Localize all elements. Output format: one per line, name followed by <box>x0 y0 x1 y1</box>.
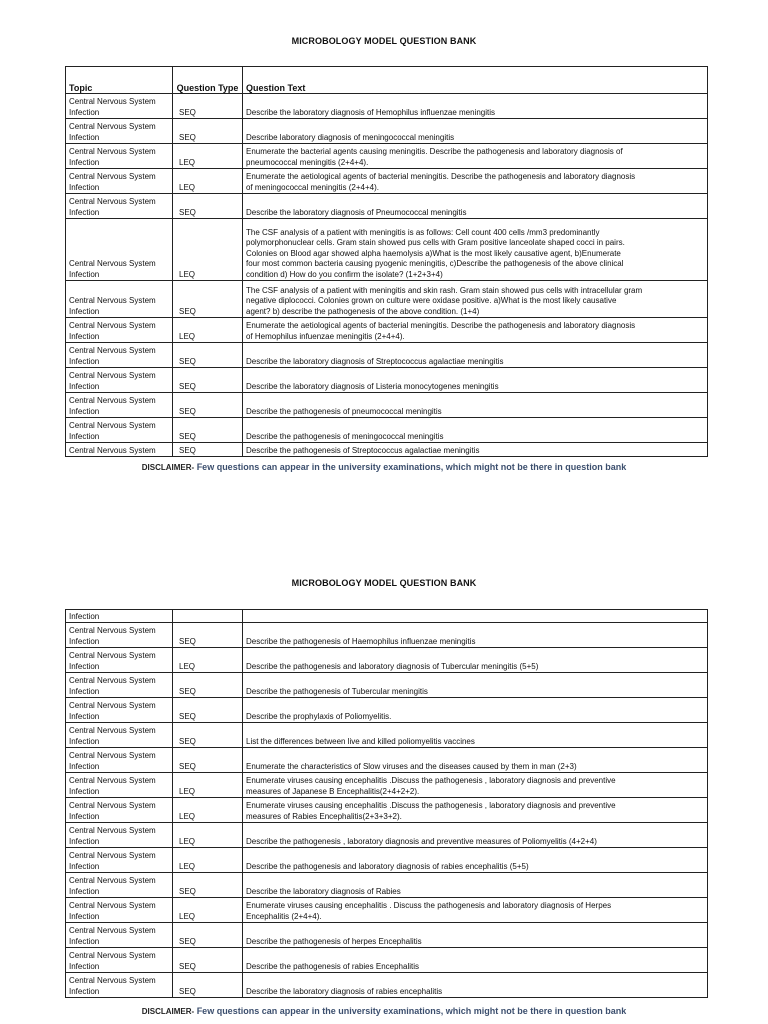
row-question-text: Describe laboratory diagnosis of meningococcal meningitis <box>243 119 708 144</box>
table-row <box>66 610 708 623</box>
row-question-text: Enumerate the aetiological agents of bacterial meningitis. Describe the pathogenesis and laboratory diagnosis of meningococcal meningitis (2+4+4). <box>243 169 708 194</box>
table-row <box>66 194 708 219</box>
page2-table-body <box>66 610 708 998</box>
header-question-text: Question Text <box>243 67 708 94</box>
table-row <box>66 443 708 457</box>
table-row <box>66 798 708 823</box>
row-question-type: SEQ <box>173 393 243 418</box>
row-topic: Central Nervous System Infection <box>66 318 173 343</box>
row-topic: Central Nervous System Infection <box>66 798 173 823</box>
row-topic: Central Nervous System Infection <box>66 418 173 443</box>
page2-question-table <box>65 609 708 998</box>
row-topic: Central Nervous System Infection <box>66 194 173 219</box>
row-question-text: Describe the pathogenesis of Tubercular meningitis <box>243 673 708 698</box>
row-topic: Central Nervous System Infection <box>66 723 173 748</box>
row-question-type: SEQ <box>173 923 243 948</box>
row-question-type: SEQ <box>173 723 243 748</box>
table-row <box>66 973 708 998</box>
row-question-type <box>173 610 243 623</box>
table-row <box>66 723 708 748</box>
page1-question-table <box>65 66 708 457</box>
row-topic: Central Nervous System Infection <box>66 119 173 144</box>
row-topic: Central Nervous System Infection <box>66 368 173 393</box>
page1-table-body <box>66 94 708 457</box>
row-question-text: Enumerate viruses causing encephalitis .Discuss the pathogenesis , laboratory diagnosis and preventive measures of Japanese B Encephalitis(2+4+2+2). <box>243 773 708 798</box>
row-question-type: SEQ <box>173 94 243 119</box>
row-question-type: SEQ <box>173 119 243 144</box>
row-question-text: Describe the pathogenesis and laboratory diagnosis of Tubercular meningitis (5+5) <box>243 648 708 673</box>
row-question-text: Enumerate the characteristics of Slow viruses and the diseases caused by them in man (2+3) <box>243 748 708 773</box>
row-question-type: LEQ <box>173 144 243 169</box>
header-topic: Topic <box>66 67 173 94</box>
row-question-type: SEQ <box>173 281 243 318</box>
row-question-type: LEQ <box>173 823 243 848</box>
row-topic: Central Nervous System Infection <box>66 673 173 698</box>
header-question-type: Question Type <box>173 67 243 94</box>
table-row <box>66 698 708 723</box>
row-question-type: SEQ <box>173 748 243 773</box>
row-question-text: Describe the laboratory diagnosis of Streptococcus agalactiae meningitis <box>243 343 708 368</box>
row-question-text: Describe the pathogenesis and laboratory diagnosis of rabies encephalitis (5+5) <box>243 848 708 873</box>
table-row <box>66 948 708 973</box>
row-topic: Central Nervous System Infection <box>66 923 173 948</box>
row-topic: Central Nervous System Infection <box>66 623 173 648</box>
row-question-text: Describe the pathogenesis of pneumococcal meningitis <box>243 393 708 418</box>
row-question-text: Describe the pathogenesis , laboratory diagnosis and preventive measures of Poliomyelitis (4+2+4) <box>243 823 708 848</box>
table-row <box>66 898 708 923</box>
row-question-type: LEQ <box>173 773 243 798</box>
row-question-text: Describe the prophylaxis of Poliomyelitis. <box>243 698 708 723</box>
row-question-type: SEQ <box>173 873 243 898</box>
row-question-text: Describe the pathogenesis of meningococcal meningitis <box>243 418 708 443</box>
row-question-text: Enumerate viruses causing encephalitis . Discuss the pathogenesis and laboratory diagnosis of Herpes Encephalitis (2+4+4). <box>243 898 708 923</box>
table-row <box>66 318 708 343</box>
page2-disclaimer <box>0 1006 768 1016</box>
row-question-text: The CSF analysis of a patient with meningitis and skin rash. Gram stain showed pus cells with intracellular gram negative diplococci. Colonies grown on culture were oxidase positive. a)What is the most likely causative agent? b) describe the pathogenesis of the above condition. (1+4) <box>243 281 708 318</box>
row-question-text: Describe the pathogenesis of rabies Encephalitis <box>243 948 708 973</box>
row-topic: Central Nervous System Infection <box>66 169 173 194</box>
row-topic: Central Nervous System Infection <box>66 823 173 848</box>
row-question-type: SEQ <box>173 343 243 368</box>
row-topic: Infection <box>66 610 173 623</box>
row-question-type: LEQ <box>173 848 243 873</box>
table-row <box>66 673 708 698</box>
table-row <box>66 418 708 443</box>
disclaimer-label: DISCLAIMER- <box>141 1007 195 1016</box>
row-question-type: LEQ <box>173 219 243 281</box>
row-topic: Central Nervous System Infection <box>66 898 173 923</box>
page2-title: MICROBOLOGY MODEL QUESTION BANK <box>291 578 477 588</box>
row-question-type: SEQ <box>173 443 243 457</box>
row-topic: Central Nervous System Infection <box>66 94 173 119</box>
row-question-text: Enumerate the aetiological agents of bacterial meningitis. Describe the pathogenesis and laboratory diagnosis of Hemophilus infuenzae meningitis (2+4+4). <box>243 318 708 343</box>
row-topic: Central Nervous System Infection <box>66 948 173 973</box>
table-row <box>66 923 708 948</box>
row-question-text <box>243 610 708 623</box>
row-topic: Central Nervous System Infection <box>66 698 173 723</box>
table-row <box>66 623 708 648</box>
table-row <box>66 748 708 773</box>
table-row <box>66 393 708 418</box>
row-question-type: SEQ <box>173 623 243 648</box>
row-question-text: Describe the pathogenesis of Haemophilus influenzae meningitis <box>243 623 708 648</box>
table-row <box>66 848 708 873</box>
row-question-type: SEQ <box>173 368 243 393</box>
row-question-type: LEQ <box>173 648 243 673</box>
row-topic: Central Nervous System Infection <box>66 773 173 798</box>
row-topic: Central Nervous System Infection <box>66 748 173 773</box>
row-question-type: LEQ <box>173 898 243 923</box>
row-topic: Central Nervous System Infection <box>66 973 173 998</box>
table-row <box>66 773 708 798</box>
row-topic: Central Nervous System Infection <box>66 219 173 281</box>
row-question-type: SEQ <box>173 698 243 723</box>
row-question-text: Describe the pathogenesis of herpes Encephalitis <box>243 923 708 948</box>
row-question-text: Describe the laboratory diagnosis of Pneumococcal meningitis <box>243 194 708 219</box>
row-topic: Central Nervous System Infection <box>66 144 173 169</box>
row-question-type: SEQ <box>173 948 243 973</box>
row-question-type: SEQ <box>173 418 243 443</box>
row-topic: Central Nervous System Infection <box>66 873 173 898</box>
disclaimer-text: Few questions can appear in the university examinations, which might not be there in question bank <box>194 1006 627 1016</box>
row-question-text: Describe the laboratory diagnosis of Rabies <box>243 873 708 898</box>
row-question-type: LEQ <box>173 798 243 823</box>
row-topic: Central Nervous System Infection <box>66 393 173 418</box>
row-question-text: Describe the laboratory diagnosis of Listeria monocytogenes meningitis <box>243 368 708 393</box>
table-row <box>66 281 708 318</box>
table-row <box>66 823 708 848</box>
row-topic: Central Nervous System Infection <box>66 343 173 368</box>
table-row <box>66 94 708 119</box>
row-question-text: Enumerate viruses causing encephalitis .Discuss the pathogenesis , laboratory diagnosis and preventive measures of Rabies Encephalitis(2+3+3+2). <box>243 798 708 823</box>
row-topic: Central Nervous System Infection <box>66 281 173 318</box>
page1-title: MICROBOLOGY MODEL QUESTION BANK <box>291 36 477 46</box>
table-row <box>66 144 708 169</box>
page1-disclaimer <box>0 462 768 472</box>
row-question-text: Describe the laboratory diagnosis of Hemophilus influenzae meningitis <box>243 94 708 119</box>
row-question-text: The CSF analysis of a patient with meningitis is as follows: Cell count 400 cells /mm3 predominantly polymorphonuclear cells. Gram stain showed pus cells with Gram positive lanceolate shaped cocci in pairs. Colonies on Blood agar showed alpha haemolysis a)What is the most likely causative agent, b)Enumerate four most common bacteria causing pyogenic meningitis, c)Describe the pathogenesis of the above clinical condition d) How do you confirm the isolate? (1+2+3+4) <box>243 219 708 281</box>
row-topic: Central Nervous System Infection <box>66 648 173 673</box>
row-question-text: List the differences between live and killed poliomyelitis vaccines <box>243 723 708 748</box>
table-row <box>66 119 708 144</box>
row-question-type: SEQ <box>173 194 243 219</box>
row-question-type: SEQ <box>173 673 243 698</box>
row-question-text: Describe the laboratory diagnosis of rabies encephalitis <box>243 973 708 998</box>
row-question-type: LEQ <box>173 318 243 343</box>
table-row <box>66 343 708 368</box>
row-question-text: Describe the pathogenesis of Streptococcus agalactiae meningitis <box>243 443 708 457</box>
row-question-text: Enumerate the bacterial agents causing meningitis. Describe the pathogenesis and laboratory diagnosis of pneumococcal meningitis (2+4+4). <box>243 144 708 169</box>
row-question-type: SEQ <box>173 973 243 998</box>
row-question-type: LEQ <box>173 169 243 194</box>
disclaimer-text: Few questions can appear in the university examinations, which might not be there in question bank <box>194 462 627 472</box>
table-row <box>66 368 708 393</box>
table-row <box>66 873 708 898</box>
table-row <box>66 169 708 194</box>
table-row <box>66 648 708 673</box>
table-row <box>66 219 708 281</box>
row-topic: Central Nervous System <box>66 443 173 457</box>
row-topic: Central Nervous System Infection <box>66 848 173 873</box>
disclaimer-label: DISCLAIMER- <box>141 463 195 472</box>
